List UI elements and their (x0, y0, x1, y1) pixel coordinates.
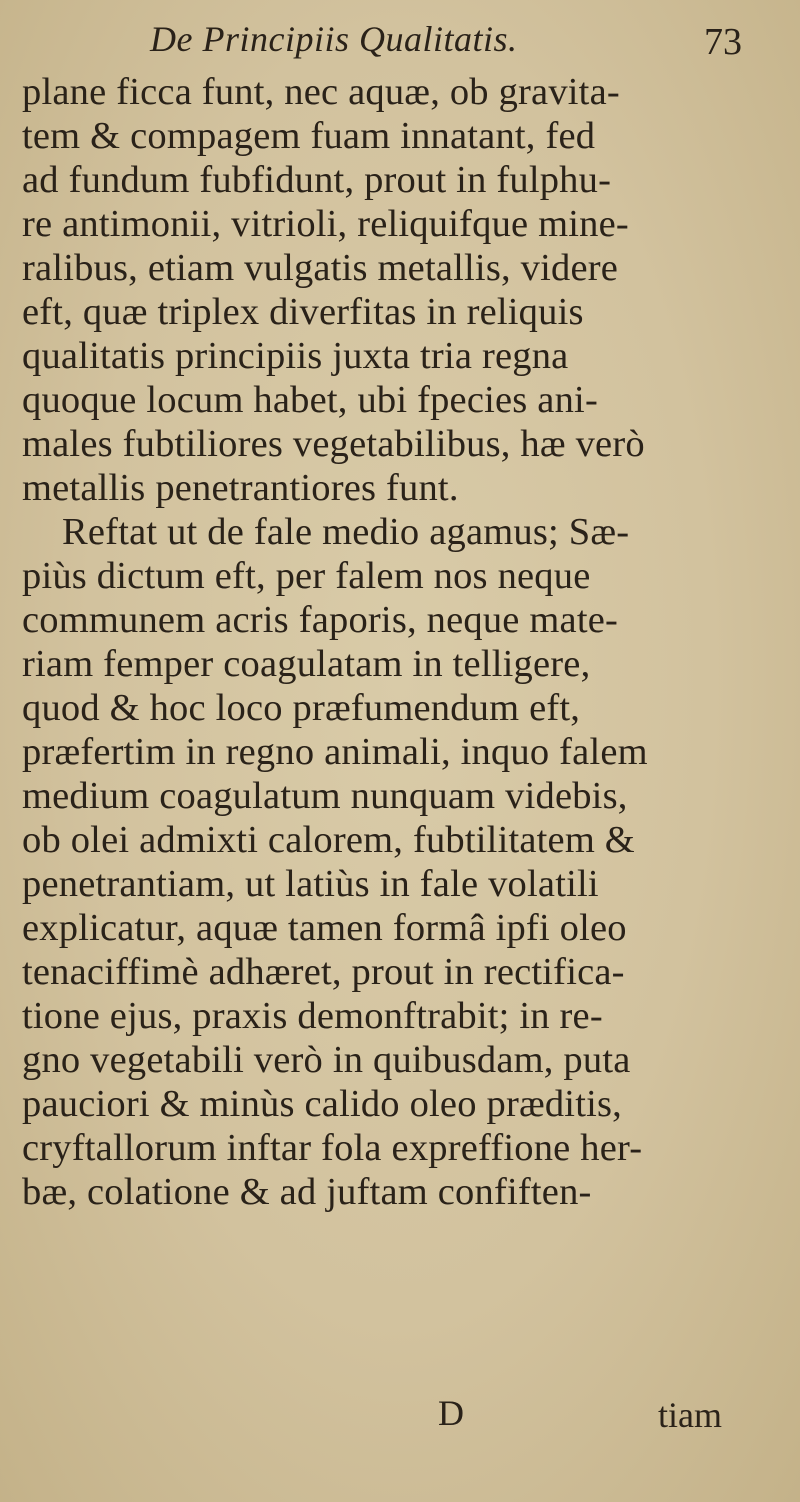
catchword: tiam (658, 1395, 722, 1435)
text-line: penetrantiam, ut latiùs in fale volatili (22, 863, 599, 905)
text-line: explicatur, aquæ tamen formâ ipfi oleo (22, 907, 627, 949)
text-line: metallis penetrantiores funt. (22, 467, 459, 509)
text-line: eft, quæ triplex diverfitas in reliquis (22, 291, 584, 333)
text-line: tenaciffimè adhæret, prout in rectifica- (22, 951, 625, 993)
text-line: tione ejus, praxis demonftrabit; in re- (22, 995, 603, 1037)
text-line: qualitatis principiis juxta tria regna (22, 335, 569, 377)
text-line: pauciori & minùs calido oleo præditis, (22, 1083, 622, 1125)
text-line: communem acris faporis, neque mate- (22, 599, 619, 641)
signature-mark: D (438, 1393, 464, 1433)
text-line: tem & compagem fuam innatant, fed (22, 115, 596, 157)
text-line: gno vegetabili verò in quibusdam, puta (22, 1039, 631, 1081)
text-line: bæ, colatione & ad juftam confiften- (22, 1171, 592, 1213)
text-line: cryftallorum inftar fola expreffione her- (22, 1127, 643, 1169)
text-line: præfertim in regno animali, inquo falem (22, 731, 648, 773)
text-line: Reftat ut de fale medio agamus; Sæ- (62, 511, 630, 553)
text-line: quod & hoc loco præfumendum eft, (22, 687, 581, 729)
text-line: ralibus, etiam vulgatis metallis, videre (22, 247, 619, 289)
text-line: medium coagulatum nunquam videbis, (22, 775, 628, 817)
page-number: 73 (704, 21, 742, 63)
running-title: De Principiis Qualitatis. (150, 19, 518, 59)
text-line: ob olei admixti calorem, fubtilitatem & (22, 819, 635, 861)
text-line: males fubtiliores vegetabilibus, hæ verò (22, 423, 645, 465)
text-line: plane ficca funt, nec aquæ, ob gravita- (22, 71, 620, 113)
text-line: re antimonii, vitrioli, reliquifque mine- (22, 203, 629, 245)
text-line: quoque locum habet, ubi fpecies ani- (22, 379, 598, 421)
text-line: riam femper coagulatam in telligere, (22, 643, 591, 685)
text-line: piùs dictum eft, per falem nos neque (22, 555, 591, 597)
page-footer (0, 1392, 800, 1442)
text-line: ad fundum fubfidunt, prout in fulphu- (22, 159, 612, 201)
page-header (0, 14, 800, 70)
